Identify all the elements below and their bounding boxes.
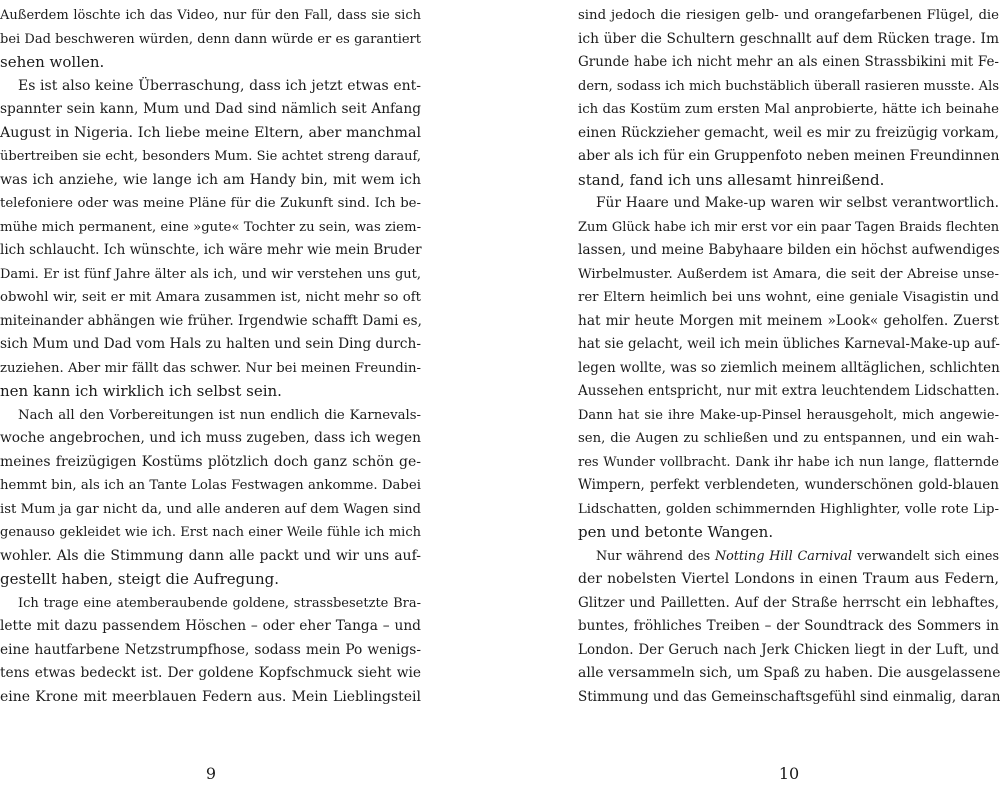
text-line: Für Haare und Make-up waren wir selbst verantwortlich. — [596, 195, 999, 211]
text-line: Zum Glück habe ich mir erst vor ein paar Tagen Braids flechten — [578, 219, 1000, 235]
text-line: pen und betonte Wangen. — [578, 523, 774, 541]
text-line: Lidschatten, golden schimmernden Highlighter, volle rote Lip- — [578, 501, 999, 517]
text-line: legen wollte, was so ziemlich meinem alltäglichen, schlichten — [578, 359, 1000, 376]
right-page — [500, 0, 1000, 800]
text-line: sich Mum und Dad vom Hals zu halten und sein Ding durch- — [0, 336, 421, 352]
text-line: Es ist also keine Überraschung, dass ich jetzt etwas ent- — [18, 77, 421, 94]
text-line: einen Rückzieher gemacht, weil es mir zu freizügig vorkam, — [578, 124, 999, 141]
text-line: Grunde habe ich nicht mehr an als einen Strassbikini mit Fe- — [578, 54, 999, 70]
text-line: woche angebrochen, und ich muss zugeben, dass ich wegen — [0, 430, 421, 446]
text-line: nen kann ich wirklich ich selbst sein. — [0, 382, 282, 400]
text-line: sen, die Augen zu schließen und zu entspannen, und ein wah- — [578, 431, 999, 446]
text-line: ich über die Schultern geschnallt auf dem Rücken trage. Im — [578, 30, 999, 47]
text-line: tens etwas bedeckt ist. Der goldene Kopfschmuck sieht wie — [0, 665, 421, 681]
text-line: Dami. Er ist fünf Jahre älter als ich, und wir verstehen uns gut, — [0, 266, 421, 282]
text-line: was ich anziehe, wie lange ich am Handy bin, mit wem ich — [0, 171, 421, 188]
text-line: übertreiben sie echt, besonders Mum. Sie achtet streng darauf, — [0, 149, 421, 164]
text-line: Nach all den Vorbereitungen ist nun endlich die Karnevals- — [18, 407, 421, 423]
left-page-text — [0, 4, 421, 709]
text-line: res Wunder vollbracht. Dank ihr habe ich nun lange, flatternde — [578, 454, 999, 470]
text-line: Ich trage eine atemberaubende goldene, strassbesetzte Bra- — [18, 595, 421, 611]
text-line: telefoniere oder was meine Pläne für die Zukunft sind. Ich be- — [0, 196, 421, 211]
text-line: buntes, fröhliches Treiben – der Soundtrack des Sommers in — [578, 618, 999, 634]
text-line: Wirbelmuster. Außerdem ist Amara, die seit der Abreise unse- — [578, 266, 999, 282]
text-line: spannter sein kann, Mum und Dad sind nämlich seit Anfang — [0, 101, 421, 117]
text-line: hat mir heute Morgen mit meinem »Look« geholfen. Zuerst — [578, 312, 999, 329]
left-page-number: 9 — [205, 764, 217, 783]
text-line: obwohl wir, seit er mit Amara zusammen ist, nicht mehr so oft — [0, 290, 421, 305]
right-page-number: 10 — [778, 764, 800, 783]
text-line: Dann hat sie ihre Make-up-Pinsel herausgeholt, mich angewie- — [578, 407, 999, 423]
right-page-text — [578, 4, 999, 709]
text-line: hat sie gelacht, weil ich mein übliches Karneval-Make-up auf- — [578, 336, 1000, 352]
text-line: ich das Kostüm zum ersten Mal anprobierte, hätte ich beinahe — [578, 102, 999, 117]
text-line-end: verwandelt sich eines — [856, 548, 999, 564]
text-line — [578, 545, 999, 569]
text-line: eine Krone mit meerblauen Federn aus. Mein Lieblingsteil — [0, 688, 421, 705]
text-line: dern, sodass ich mich buchstäblich überall rasieren musste. Als — [578, 78, 999, 94]
text-line: rer Eltern heimlich bei uns wohnt, eine geniale Visagistin und — [578, 290, 999, 305]
text-line: mühe mich permanent, eine »gute« Tochter zu sein, was ziem- — [0, 219, 422, 235]
text-line: alle versammeln sich, um Spaß zu haben. Die ausgelassene — [578, 665, 1000, 681]
text-line: lassen, und meine Babyhaare bilden ein höchst aufwendiges — [578, 242, 1000, 258]
text-line-italic: Notting Hill Carnival — [714, 548, 853, 564]
text-line: eine hautfarbene Netzstrumpfhose, sodass mein Po wenigs- — [0, 641, 421, 658]
text-line: ist Mum ja gar nicht da, und alle anderen auf dem Wagen sind — [0, 501, 421, 517]
text-line: sehen wollen. — [0, 53, 105, 71]
text-line: sind jedoch die riesigen gelb- und orangefarbenen Flügel, die — [578, 8, 999, 23]
text-line: stand, fand ich uns allesamt hinreißend. — [578, 170, 885, 189]
text-line: London. Der Geruch nach Jerk Chicken liegt in der Luft, und — [578, 641, 999, 658]
text-line-start: Nur während des — [596, 548, 711, 564]
text-line: Außerdem löschte ich das Video, nur für den Fall, dass sie sich — [0, 8, 421, 23]
text-line: der nobelsten Viertel Londons in einen Traum aus Federn, — [578, 571, 999, 587]
text-line: hemmt bin, als ich an Tante Lolas Festwagen ankomme. Dabei — [0, 478, 421, 493]
text-line: miteinander abhängen wie früher. Irgendwie schafft Dami es, — [0, 312, 422, 329]
text-line: wohler. Als die Stimmung dann alle packt und wir uns auf- — [0, 547, 421, 564]
text-line: gestellt haben, steigt die Aufregung. — [0, 570, 279, 588]
text-line: lette mit dazu passendem Höschen – oder eher Tanga – und — [0, 618, 421, 634]
text-line: meines freizügigen Kostüms plötzlich doch ganz schön ge- — [0, 453, 421, 470]
text-line: Stimmung und das Gemeinschaftsgefühl sind einmalig, daran — [578, 688, 1000, 705]
text-line: Aussehen entspricht, nur mit extra leuchtendem Lidschatten. — [578, 383, 1000, 399]
text-line: lich schlaucht. Ich wünschte, ich wäre mehr wie mein Bruder — [0, 242, 422, 258]
text-line: zuziehen. Aber mir fällt das schwer. Nur bei meinen Freundin- — [0, 360, 421, 376]
text-line: Glitzer und Pailletten. Auf der Straße herrscht ein lebhaftes, — [578, 594, 999, 611]
text-line: bei Dad beschweren würden, denn dann würde er es garantiert — [0, 31, 421, 47]
text-line: August in Nigeria. Ich liebe meine Eltern, aber manchmal — [0, 124, 421, 141]
text-line: aber als ich für ein Gruppenfoto neben meinen Freundinnen — [578, 148, 1000, 164]
text-line: Wimpern, perfekt verblendeten, wunderschönen gold-blauen — [578, 477, 999, 493]
text-line: genauso gekleidet wie ich. Erst nach einer Weile fühle ich mich — [0, 525, 421, 540]
